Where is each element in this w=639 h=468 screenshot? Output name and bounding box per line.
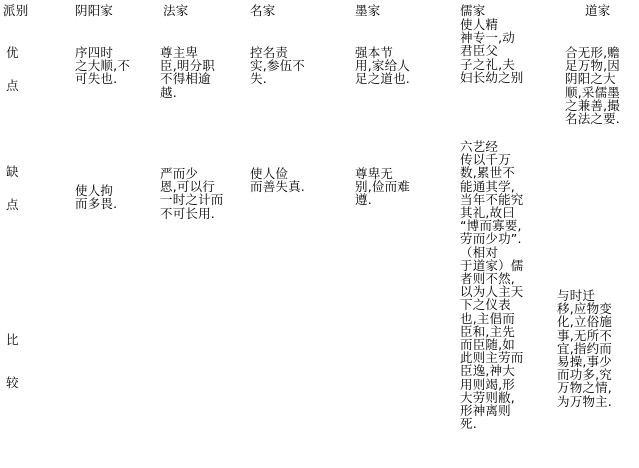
row-label-merit-1: 优	[6, 45, 19, 60]
flaw-mohist: 尊卑无 别,俭而难 遵.	[355, 166, 410, 208]
row-label-merit-2: 点	[6, 78, 19, 93]
merit-legalist: 尊主卑 臣,明分职 不得相逾 越.	[160, 45, 215, 100]
row-label-flaw-2: 点	[6, 197, 19, 212]
header-daoist: 道家	[585, 3, 611, 18]
flaw-names: 使人俭 而善失真.	[250, 166, 305, 195]
header-legalist: 法家	[163, 3, 189, 18]
header-yinyang: 阴阳家	[75, 3, 114, 18]
header-school: 派别	[3, 3, 29, 18]
header-names: 名家	[250, 3, 276, 18]
header-mohist: 墨家	[355, 3, 381, 18]
flaw-legalist: 严而少 恩,可以行 一时之计而 不可长用.	[160, 166, 224, 221]
merit-names: 控名责 实,参伍不 失.	[250, 45, 305, 87]
merit-yinyang: 序四时 之大顺,不 可失也.	[75, 45, 130, 87]
flaw-confucian: 六艺经 传以千万 数,累世不 能通其学, 当年不能究 其礼,故曰 “博而寡要, 劳而少功”. （相对 于道家）儒 者则不然, 以为人主天 下之仪表 也,主倡而 臣和,主先 而臣随,如 此则主劳而 臣逸,神大 用则竭,形 大劳则敝, 形神离则 死.	[460, 139, 524, 432]
row-label-flaw-1: 缺	[6, 164, 19, 179]
merit-daoist: 合无形,赡 足万物,因 阴阳之大 顺,采儒墨 之兼善,撮 名法之要.	[565, 45, 620, 127]
compare-daoist: 与时迁 移,应物变 化,立俗施 事,无所不 宜,指约而 易操,事少 而功多,究 万物之情, 为万物主.	[557, 288, 612, 409]
merit-confucian: 使人精 神专一,动 君臣父 子之礼,夫 妇长幼之别	[460, 17, 524, 85]
merit-mohist: 强本节 用,家给人 足之道也.	[355, 45, 410, 87]
row-label-compare-1: 比	[6, 332, 19, 347]
flaw-yinyang: 使人拘 而多畏.	[75, 183, 118, 212]
row-label-compare-2: 较	[6, 375, 19, 390]
header-confucian: 儒家	[460, 3, 486, 18]
